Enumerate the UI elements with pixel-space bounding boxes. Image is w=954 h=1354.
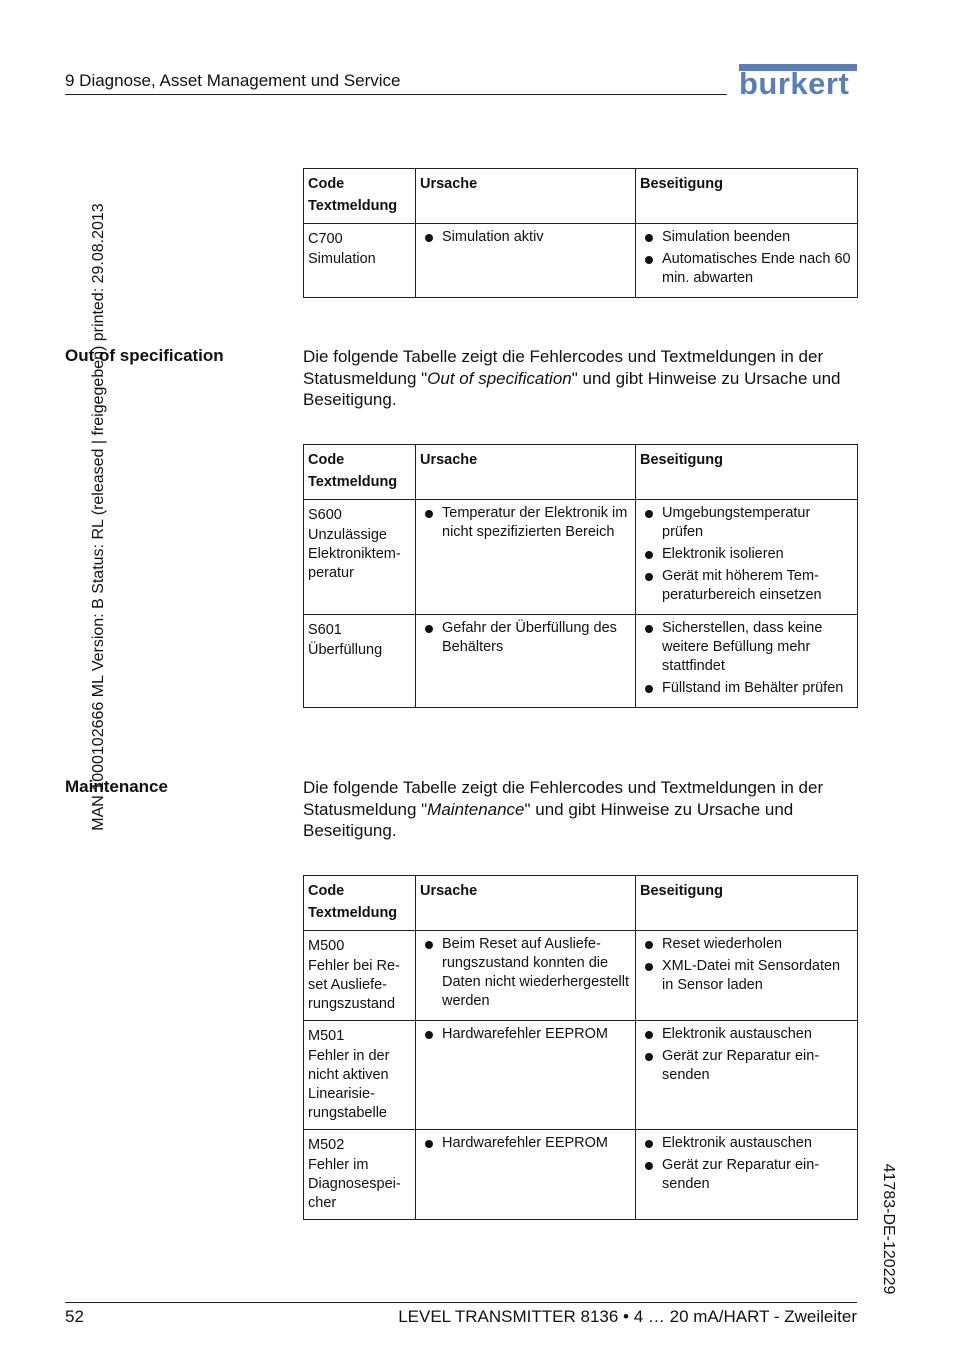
table-header-row — [304, 169, 858, 224]
bullet-icon — [645, 941, 653, 949]
error-text-message: Fehler im Diagnosespeicher — [308, 1157, 401, 1211]
table-row — [304, 615, 858, 708]
table-row — [304, 500, 858, 615]
bullet-icon — [645, 573, 653, 581]
code-cell — [304, 500, 416, 615]
error-text-message: Simulation — [308, 251, 376, 267]
remedy-item-text: Gerät mit höherem Temperaturbereich einsetzen — [662, 568, 822, 603]
remedy-item-text: Umgebungstemperatur prüfen — [662, 505, 811, 540]
error-text-message: Unzulässige Elektroniktemperatur — [308, 527, 401, 581]
cause-item-text: Hardwarefehler EEPROM — [442, 1026, 608, 1042]
bullet-list — [640, 228, 853, 288]
page-number: 52 — [65, 1307, 84, 1326]
remedy-item-text: Reset wiederholen — [662, 936, 783, 952]
table-row — [304, 1130, 858, 1220]
cause-item — [420, 1025, 631, 1044]
table-row — [304, 224, 858, 298]
error-code: M502 — [308, 1137, 345, 1153]
remedy-item — [640, 1156, 853, 1194]
remedy-item-text: Elektronik isolieren — [662, 546, 784, 562]
column-header-cause: Ursache — [416, 169, 636, 224]
remedy-item-text: XML-Datei mit Sensordaten in Sensor laden — [662, 958, 841, 993]
document-code-margin: 41783-DE-120229 — [880, 1163, 897, 1295]
cause-item-text: Hardwarefehler EEPROM — [442, 1135, 608, 1151]
cause-cell — [416, 224, 636, 298]
column-header-cause: Ursache — [416, 445, 636, 500]
header-code-label: Code — [308, 176, 345, 192]
remedy-item — [640, 619, 853, 676]
bullet-list — [420, 228, 631, 247]
remedy-item — [640, 1047, 853, 1085]
error-code: M500 — [308, 938, 345, 954]
bullet-icon — [645, 510, 653, 518]
bullet-icon — [425, 625, 433, 633]
section-intro-maintenance: Die folgende Tabelle zeigt die Fehlercodes und Textmeldungen in der Statusmeldung "Maintenance" und gibt Hinweise zu Ursache und Beseitigung. — [303, 778, 824, 840]
bullet-list — [420, 619, 631, 657]
bullet-list — [640, 504, 853, 605]
table-row — [304, 1021, 858, 1130]
simulation-error-table — [303, 168, 858, 298]
bullet-icon — [645, 234, 653, 242]
remedy-cell — [636, 615, 858, 708]
table-row — [304, 931, 858, 1021]
remedy-item — [640, 567, 853, 605]
cause-cell — [416, 500, 636, 615]
remedy-item-text: Simulation beenden — [662, 229, 791, 245]
column-header-remedy: Beseitigung — [636, 445, 858, 500]
remedy-cell — [636, 931, 858, 1021]
cause-item — [420, 228, 631, 247]
code-cell — [304, 615, 416, 708]
bullet-icon — [645, 256, 653, 264]
bullet-icon — [425, 234, 433, 242]
cause-item-text: Simulation aktiv — [442, 229, 544, 245]
footer-divider — [65, 1302, 857, 1303]
header-divider — [65, 94, 727, 95]
table-header-row — [304, 876, 858, 931]
burkert-logo — [739, 64, 859, 100]
table-header-row — [304, 445, 858, 500]
bullet-list — [420, 1134, 631, 1153]
document-status-margin: MAN 1000102666 ML Version: B Status: RL (released | freigegeben) printed: 29.08.2013 — [90, 203, 107, 831]
cause-cell — [416, 1130, 636, 1220]
out-of-specification-table — [303, 444, 858, 708]
cause-item-text: Temperatur der Elektronik im nicht spezifizierten Bereich — [442, 505, 628, 540]
remedy-item-text: Gerät zur Reparatur einsenden — [662, 1048, 820, 1083]
code-cell — [304, 931, 416, 1021]
bullet-list — [420, 935, 631, 1011]
error-text-message: Fehler bei Reset Auslieferungszustand — [308, 958, 400, 1012]
remedy-item — [640, 1134, 853, 1153]
logo-wordmark: burkert — [739, 66, 850, 101]
remedy-item — [640, 545, 853, 564]
bullet-icon — [645, 551, 653, 559]
column-header-cause: Ursache — [416, 876, 636, 931]
maintenance-table — [303, 875, 858, 1220]
table-body — [304, 931, 858, 1220]
code-cell — [304, 224, 416, 298]
error-text-message: Fehler in der nicht aktiven Linearisierungstabelle — [308, 1048, 390, 1121]
cause-cell — [416, 1021, 636, 1130]
column-header-remedy: Beseitigung — [636, 169, 858, 224]
cause-cell — [416, 931, 636, 1021]
header-text-label: Textmeldung — [308, 198, 398, 214]
table-body — [304, 224, 858, 298]
remedy-cell — [636, 224, 858, 298]
remedy-item — [640, 504, 853, 542]
bullet-icon — [645, 963, 653, 971]
remedy-item — [640, 679, 853, 698]
remedy-item — [640, 957, 853, 995]
footer-title: LEVEL TRANSMITTER 8136 • 4 … 20 mA/HART - Zweileiter — [398, 1307, 857, 1326]
error-code: C700 — [308, 231, 343, 247]
bullet-icon — [645, 625, 653, 633]
cause-item — [420, 504, 631, 542]
bullet-icon — [425, 1140, 433, 1148]
section-label-out-of-specification: Out of specification — [65, 346, 224, 365]
cause-item — [420, 1134, 631, 1153]
table-body — [304, 500, 858, 708]
remedy-item — [640, 250, 853, 288]
bullet-icon — [425, 941, 433, 949]
bullet-icon — [645, 1140, 653, 1148]
bullet-icon — [425, 1031, 433, 1039]
error-text-message: Überfüllung — [308, 642, 383, 658]
remedy-cell — [636, 1021, 858, 1130]
bullet-list — [640, 619, 853, 698]
remedy-item — [640, 935, 853, 954]
remedy-item-text: Sicherstellen, dass keine weitere Befüllung mehr stattfindet — [662, 620, 823, 674]
remedy-item-text: Automatisches Ende nach 60 min. abwarten — [662, 251, 851, 286]
chapter-title: 9 Diagnose, Asset Management und Service — [65, 71, 401, 90]
remedy-item — [640, 1025, 853, 1044]
remedy-item — [640, 228, 853, 247]
bullet-list — [640, 1134, 853, 1194]
bullet-icon — [645, 685, 653, 693]
error-code: S601 — [308, 622, 342, 638]
section-intro-out-of-specification: Die folgende Tabelle zeigt die Fehlercodes und Textmeldungen in der Statusmeldung "Out of specification" und gibt Hinweise zu Ursache und Beseitigung. — [303, 347, 841, 409]
cause-item-text: Beim Reset auf Auslieferungszustand konnten die Daten nicht wiederhergestellt werden — [442, 936, 629, 1009]
bullet-icon — [425, 510, 433, 518]
remedy-item-text: Elektronik austauschen — [662, 1026, 812, 1042]
column-header-code — [304, 169, 416, 224]
code-cell — [304, 1021, 416, 1130]
cause-item-text: Gefahr der Überfüllung des Behälters — [442, 620, 617, 655]
remedy-item-text: Gerät zur Reparatur einsenden — [662, 1157, 820, 1192]
remedy-item-text: Elektronik austauschen — [662, 1135, 812, 1151]
bullet-icon — [645, 1053, 653, 1061]
cause-cell — [416, 615, 636, 708]
cause-item — [420, 935, 631, 1011]
column-header-code: Code Textmeldung — [304, 876, 416, 931]
remedy-item-text: Füllstand im Behälter prüfen — [662, 680, 844, 696]
error-code: S600 — [308, 507, 342, 523]
bullet-list — [420, 504, 631, 542]
error-code: M501 — [308, 1028, 345, 1044]
column-header-code: Code Textmeldung — [304, 445, 416, 500]
cause-item — [420, 619, 631, 657]
remedy-cell — [636, 500, 858, 615]
bullet-list — [420, 1025, 631, 1044]
column-header-remedy: Beseitigung — [636, 876, 858, 931]
section-label-maintenance: Maintenance — [65, 777, 168, 796]
code-cell — [304, 1130, 416, 1220]
bullet-icon — [645, 1031, 653, 1039]
bullet-icon — [645, 1162, 653, 1170]
bullet-list — [640, 1025, 853, 1085]
bullet-list — [640, 935, 853, 995]
remedy-cell — [636, 1130, 858, 1220]
